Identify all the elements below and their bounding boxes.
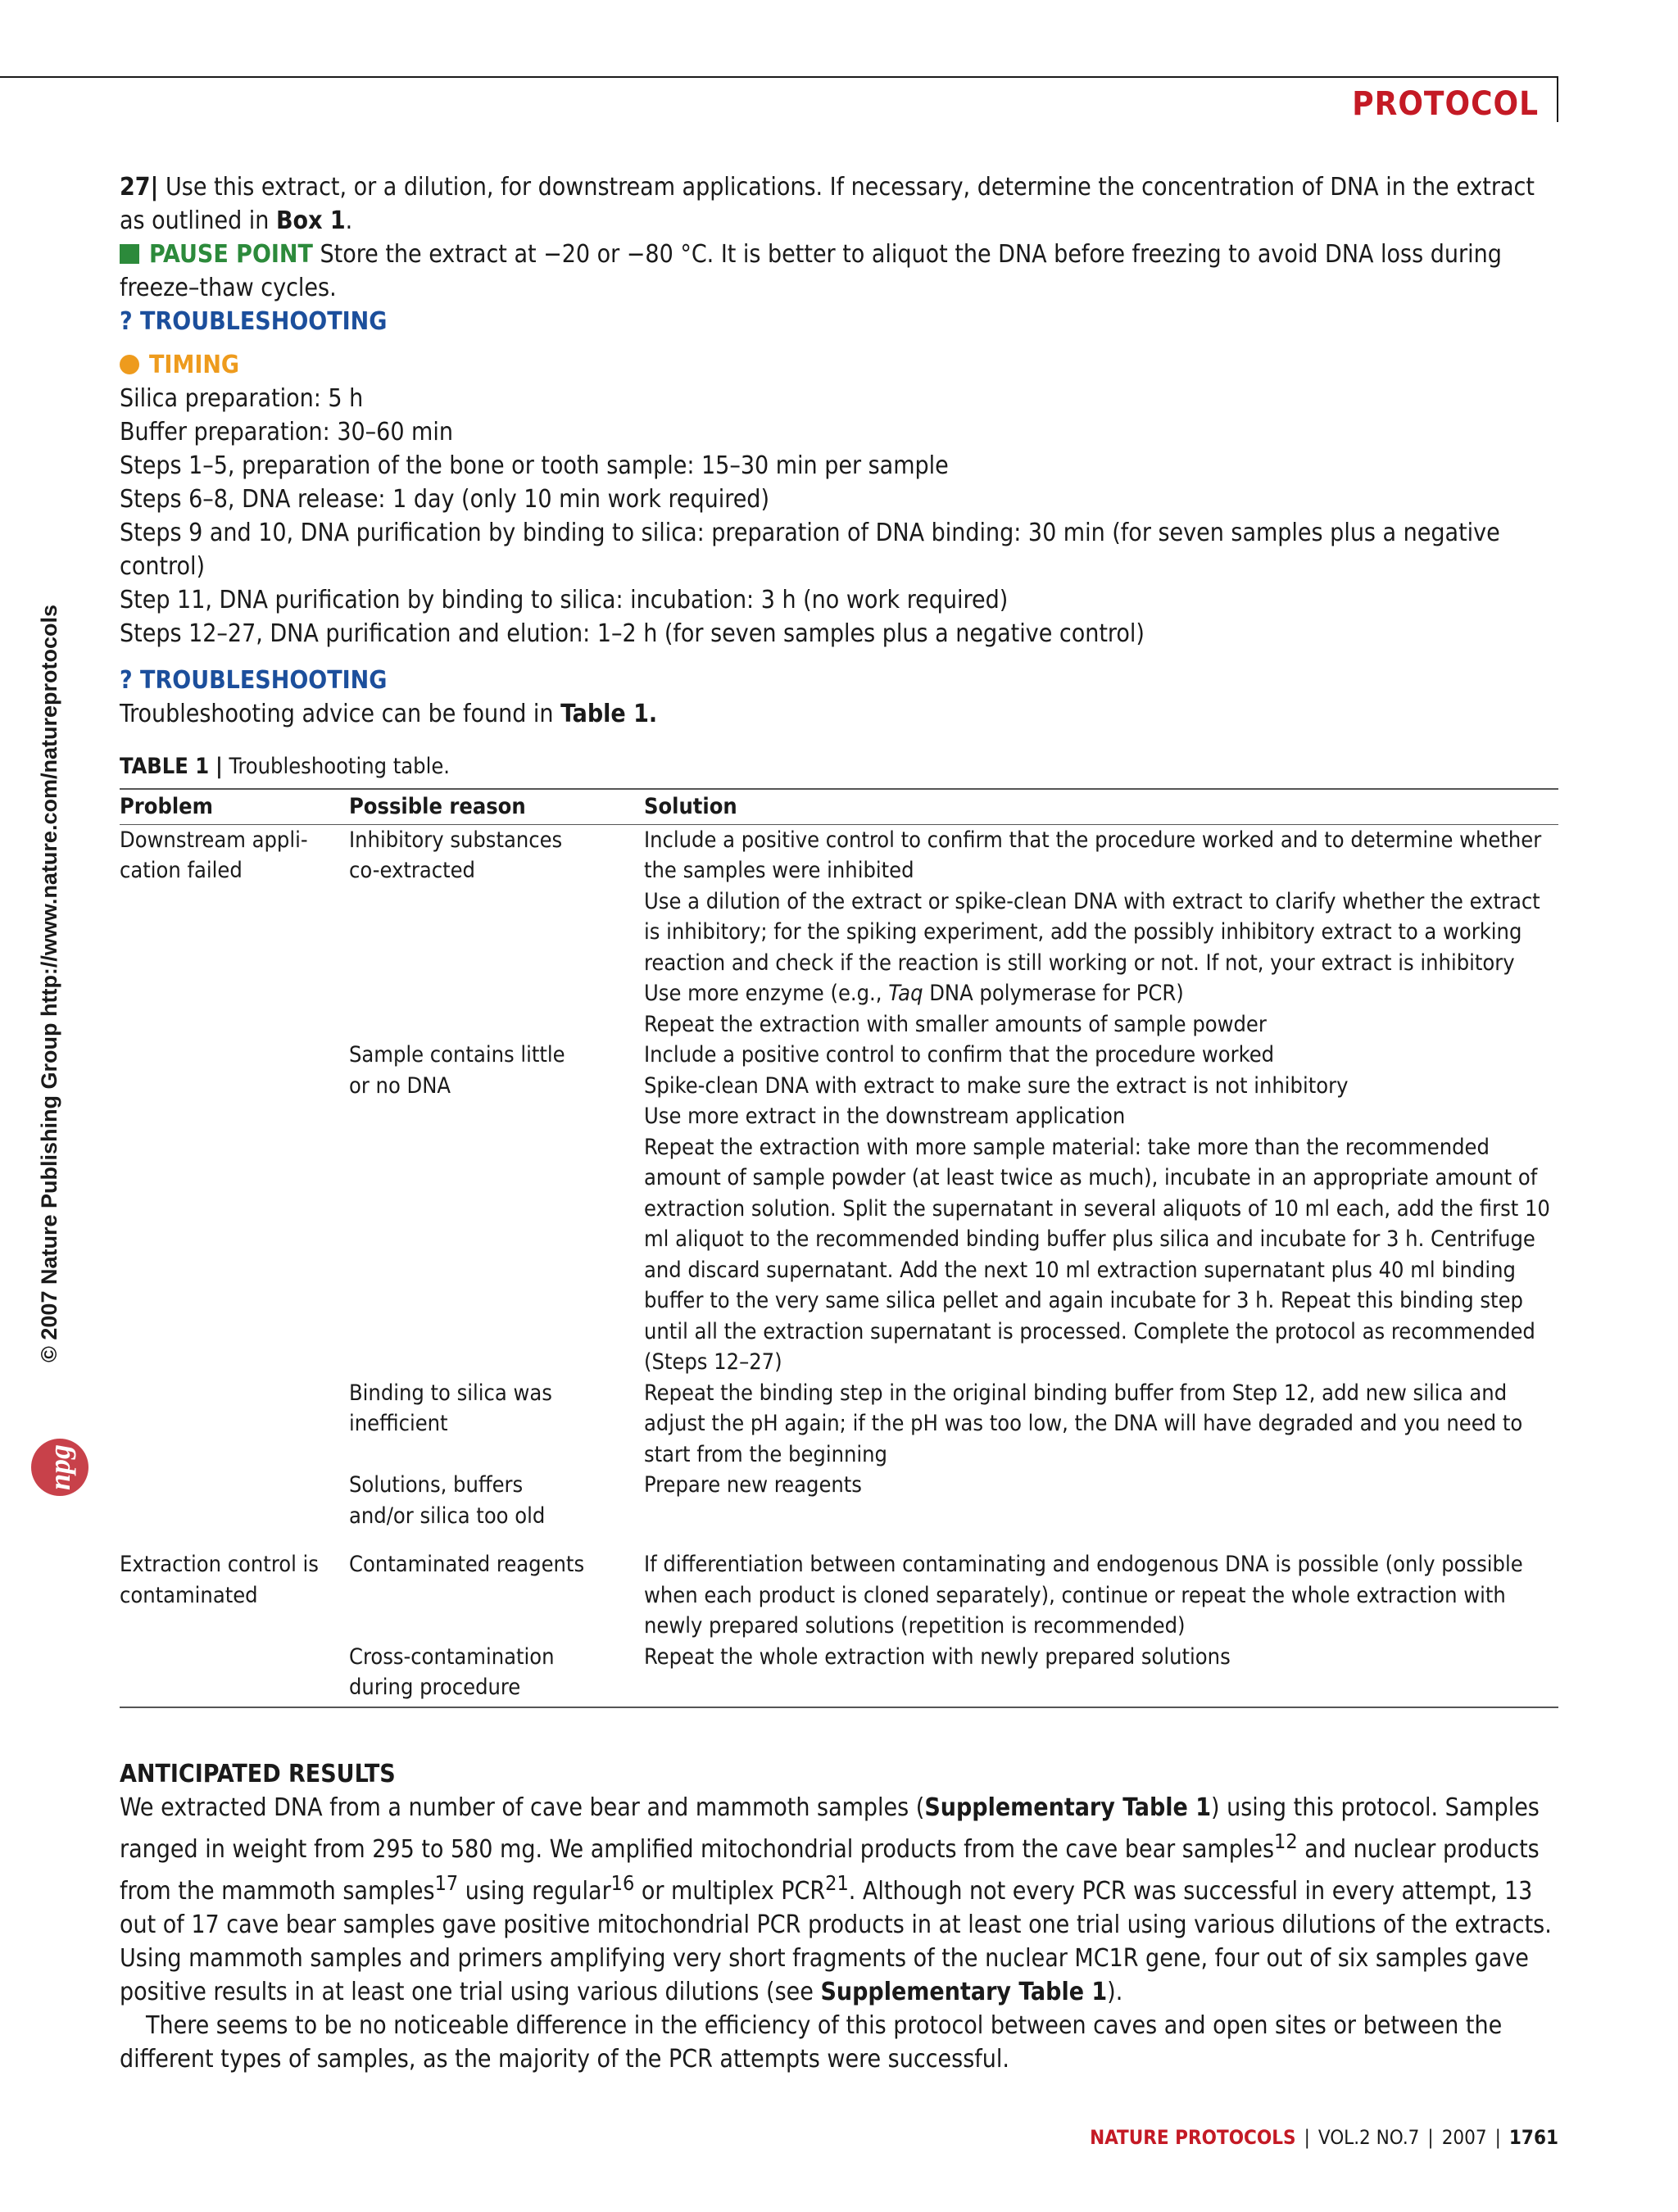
cell-solution [644,1531,1558,1642]
footer-year: 2007 [1441,2126,1487,2149]
box-reference[interactable]: Box 1 [275,206,346,235]
table-row [120,824,1558,1040]
supp-table-ref[interactable]: Supplementary Table 1 [820,1977,1108,2006]
solution-item: Use more enzyme (e.g., Taq DNA polymerase for PCR) [644,981,1184,1006]
header-solution: Solution [644,789,1558,824]
cell-reason: Sample contains little or no DNA [349,1042,565,1099]
cell-reason: Binding to silica was inefficient [349,1380,552,1436]
solution-item: If differentiation between contaminating and endogenous DNA is possible (only possible when each product is cloned separately), continue or repeat the whole extraction with newly prepared solutions (repetition is recommended) [644,1552,1523,1639]
page-footer [1090,2126,1558,2149]
cell-solution [644,1470,1558,1531]
results-text: and nuclear products from the mammoth samples [120,1834,1540,1906]
timing-line: Steps 12–27, DNA purification and elution: 1–2 h (for seven samples plus a negative control) [120,619,1145,648]
cell-problem [120,1470,349,1531]
section-label: PROTOCOL [1352,85,1539,123]
header-tick [1557,76,1558,122]
footer-sep: | [1494,2126,1501,2149]
solution-item: Spike-clean DNA with extract to make sure the extract is not inhibitory [644,1072,1349,1099]
solution-item: Include a positive control to confirm that the procedure worked and to determine whether the samples were inhibited [644,827,1542,883]
timing-line: Step 11, DNA purification by binding to silica: incubation: 3 h (no work required) [120,586,1009,614]
page-content [120,170,1558,2076]
table-caption-label: TABLE 1 [120,754,210,779]
header-rule [0,76,1558,78]
pause-point-label: PAUSE POINT [149,240,313,269]
solution-item: Use more extract in the downstream application [644,1104,1126,1129]
step-text: Use this extract, or a dilution, for downstream applications. If necessary, determine the concentration of DNA in the extract as outlined in [120,173,1535,235]
results-text: or multiplex PCR [634,1876,826,1906]
results-text: . Although not every PCR was successful in every attempt, 13 out of 17 cave bear samples gave positive mitochondrial PCR products in at least one trial using various dilutions of the extracts. Using mammoth samples and primers amplifying very short fragments of the nuclear MC1R gene, four out of six samples gave positive results in at least one trial using various dilutions (see [120,1876,1552,2006]
solution-item: Use a dilution of the extract or spike-clean DNA with extract to clarify whether the extract is inhibitory; for the spiking experiment, add the possibly inhibitory extract to a working reaction and check if the reaction is still working or not. If not, your extract is inhibitory [644,888,1540,976]
table-row [120,1531,1558,1642]
citation-ref[interactable]: 21 [825,1870,849,1895]
results-text: ). [1107,1977,1123,2006]
timing-line: Steps 6–8, DNA release: 1 day (only 10 min work required) [120,485,769,514]
solution-item: Repeat the whole extraction with newly prepared solutions [644,1643,1231,1670]
cell-problem [120,1040,349,1378]
table-caption [120,752,1558,782]
pause-square-icon [120,244,139,264]
table-row [120,1642,1558,1707]
table-row [120,1378,1558,1471]
cell-problem: Extraction control is contaminated [120,1552,319,1608]
footer-journal: NATURE PROTOCOLS [1090,2126,1296,2149]
copyright-text: © 2007 Nature Publishing Group http://www.nature.com/natureprotocols [36,604,61,1362]
timing-line: Silica preparation: 5 h [120,384,364,413]
results-paragraph-1 [120,1791,1558,2009]
results-text: We extracted DNA from a number of cave bear and mammoth samples ( [120,1793,925,1822]
step-27 [120,170,1558,238]
table-reference[interactable]: Table 1. [560,700,658,728]
table-header-row [120,789,1558,824]
cell-reason: Solutions, buffers and/or silica too old [349,1472,546,1529]
cell-solution [644,1040,1558,1378]
cell-solution [644,1378,1558,1471]
solution-item: Include a positive control to confirm that the procedure worked [644,1042,1275,1067]
footer-volume: VOL.2 NO.7 [1317,2126,1420,2149]
footer-page-number: 1761 [1508,2126,1558,2149]
timing-line: Steps 9 and 10, DNA purification by binding to silica: preparation of DNA binding: 30 min (for seven samples plus a negative control) [120,519,1500,581]
solution-item: Repeat the extraction with more sample material: take more than the recommended amount of sample powder (at least twice as much), incubate in an appropriate amount of extraction solution. Split the supernatant in several aliquots of 10 ml each, add the first 10 ml aliquot to the recommended binding buffer plus silica and incubate for 3 h. Centrifuge and discard supernatant. Add the next 10 ml extraction supernatant plus 40 ml binding buffer to the very same silica pellet and again incubate for 3 h. Repeat this binding step until all the extraction supernatant is processed. Complete the protocol as recommended (Steps 12–27) [644,1134,1550,1375]
cell-problem: Downstream appli- cation failed [120,827,308,883]
timing-line: Steps 1–5, preparation of the bone or tooth sample: 15–30 min per sample [120,451,949,480]
timing-line: Buffer preparation: 30–60 min [120,418,453,446]
timing-label: TIMING [149,351,240,379]
table-body [120,824,1558,1707]
troubleshooting-link-1[interactable]: ? TROUBLESHOOTING [120,307,388,336]
cell-reason: Inhibitory substances co-extracted [349,827,563,883]
table-row [120,1040,1558,1378]
step-number: 27| [120,173,159,202]
results-text: using regular [458,1876,611,1906]
cell-reason: Contaminated reagents [349,1552,585,1577]
results-heading: ANTICIPATED RESULTS [120,1759,396,1788]
cell-reason: Cross-contamination during procedure [349,1642,644,1707]
cell-problem [120,1378,349,1471]
header-problem: Problem [120,789,349,824]
npg-logo-text: npg [43,1444,76,1491]
results-paragraph-2: There seems to be no noticeable difference in the efficiency of this protocol between caves and open sites or between the different types of samples, as the majority of the PCR attempts were successful. [120,2010,1503,2074]
cell-solution [644,1642,1558,1707]
citation-ref[interactable]: 17 [434,1870,459,1895]
supp-table-ref[interactable]: Supplementary Table 1 [924,1793,1212,1822]
footer-sep: | [1304,2126,1310,2149]
timing-dot-icon [120,355,139,374]
table-caption-sep: | [215,754,223,779]
citation-ref[interactable]: 16 [610,1870,635,1895]
pause-point-text: Store the extract at −20 or −80 °C. It is better to aliquot the DNA before freezing to avoid DNA loss during freeze–thaw cycles. [120,240,1502,302]
solution-item: Prepare new reagents [644,1472,862,1498]
table-row [120,1470,1558,1531]
npg-logo [31,1439,88,1496]
timing-heading [120,348,1558,382]
copyright-strip [33,569,66,1397]
timing-list [120,382,1558,650]
enzyme-name: Taq [888,981,923,1006]
cell-solution [644,824,1558,1040]
solution-item: Repeat the extraction with smaller amounts of sample powder [644,1011,1267,1037]
table-caption-text: Troubleshooting table. [229,754,450,779]
cell-problem [120,1642,349,1707]
header-reason: Possible reason [349,789,644,824]
results-text: ) using this protocol. Samples ranged in weight from 295 to 580 mg. We amplified mitochondrial products from the cave bear samples [120,1793,1540,1864]
solution-item: Repeat the binding step in the original binding buffer from Step 12, add new silica and adjust the pH again; if the pH was too low, the DNA will have degraded and you need to start from the beginning [644,1380,1523,1467]
step-end: . [345,206,353,235]
troubleshooting-text: Troubleshooting advice can be found in [120,700,554,728]
troubleshooting-advice [120,697,1558,731]
pause-point [120,238,1558,305]
citation-ref[interactable]: 12 [1274,1829,1298,1853]
troubleshooting-table [120,788,1558,1708]
troubleshooting-heading: ? TROUBLESHOOTING [120,666,388,695]
footer-sep: | [1427,2126,1434,2149]
